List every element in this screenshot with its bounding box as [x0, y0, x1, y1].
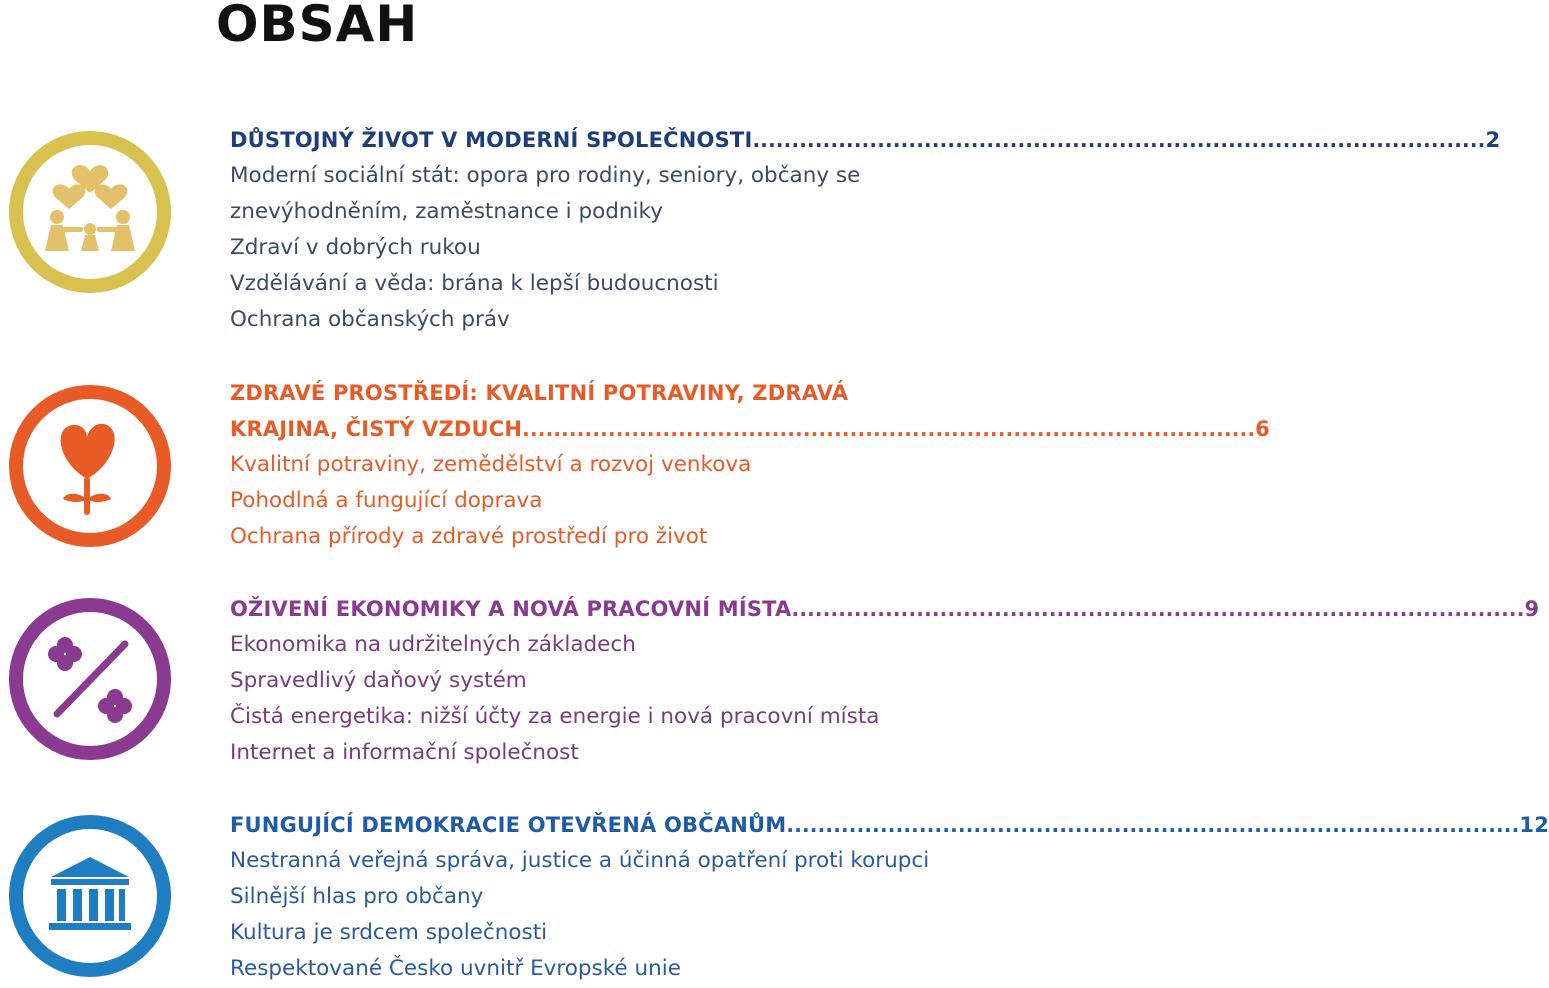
toc-item[interactable]: Vzdělávání a věda: brána k lepší budoucnosti: [230, 271, 719, 296]
toc-page-number: 12: [1519, 813, 1549, 837]
toc-item[interactable]: Ochrana občanských práv: [230, 307, 510, 332]
toc-item[interactable]: Ekonomika na udržitelných základech: [230, 632, 636, 657]
toc-leader-dots: ..............................................................................................: [791, 597, 1525, 621]
toc-item[interactable]: Kvalitní potraviny, zemědělství a rozvoj venkova: [230, 452, 752, 477]
toc-heading-text: DŮSTOJNÝ ŽIVOT V MODERNÍ SPOLEČNOSTI: [230, 128, 753, 152]
toc-item[interactable]: Moderní sociální stát: opora pro rodiny, seniory, občany se: [230, 163, 861, 188]
toc-item[interactable]: Zdraví v dobrých rukou: [230, 235, 481, 260]
toc-leader-dots: ..............................................................................................: [786, 813, 1520, 837]
toc-heading[interactable]: [230, 591, 1540, 627]
toc-item[interactable]: Respektované Česko uvnitř Evropské unie: [230, 956, 681, 981]
toc-item[interactable]: Pohodlná a fungující doprava: [230, 488, 543, 513]
toc-item[interactable]: Spravedlivý daňový systém: [230, 668, 527, 693]
toc-item[interactable]: Ochrana přírody a zdravé prostředí pro život: [230, 524, 708, 549]
toc-section-4: [230, 807, 1549, 987]
toc-page-number: 2: [1485, 128, 1501, 152]
toc-item[interactable]: Kultura je srdcem společnosti: [230, 920, 548, 945]
toc-item[interactable]: Silnější hlas pro občany: [230, 884, 484, 909]
toc-heading[interactable]: [230, 122, 1501, 158]
toc-page-number: 9: [1524, 597, 1540, 621]
toc-heading-text: FUNGUJÍCÍ DEMOKRACIE OTEVŘENÁ OBČANŮM: [230, 813, 787, 837]
institution-building-icon: [7, 813, 173, 979]
toc-section-1: [230, 122, 1501, 338]
heart-flower-icon: [7, 383, 173, 549]
toc-heading[interactable]: [230, 807, 1549, 843]
toc-heading-text: KRAJINA, ČISTÝ VZDUCH: [230, 417, 523, 441]
toc-heading-text: OŽIVENÍ EKONOMIKY A NOVÁ PRACOVNÍ MÍSTA: [230, 597, 792, 621]
toc-item[interactable]: znevýhodněním, zaměstnance i podniky: [230, 199, 663, 224]
toc-section-3: [230, 591, 1540, 771]
toc-leader-dots: ..............................................................................................: [522, 417, 1256, 441]
family-hearts-icon: [7, 129, 173, 295]
clover-percent-icon: [7, 596, 173, 762]
toc-heading-line[interactable]: ZDRAVÉ PROSTŘEDÍ: KVALITNÍ POTRAVINY, ZDRAVÁ: [230, 381, 849, 405]
toc-leader-dots: ..............................................................................................: [752, 128, 1486, 152]
toc-section-2: [230, 375, 1270, 555]
toc-item[interactable]: Nestranná veřejná správa, justice a účinná opatření proti korupci: [230, 848, 930, 873]
toc-item[interactable]: Internet a informační společnost: [230, 740, 579, 765]
toc-item[interactable]: Čistá energetika: nižší účty za energie i nová pracovní místa: [230, 704, 880, 729]
toc-heading[interactable]: [230, 411, 1270, 447]
page-title: OBSAH: [216, 0, 419, 53]
toc-page-number: 6: [1255, 417, 1270, 441]
